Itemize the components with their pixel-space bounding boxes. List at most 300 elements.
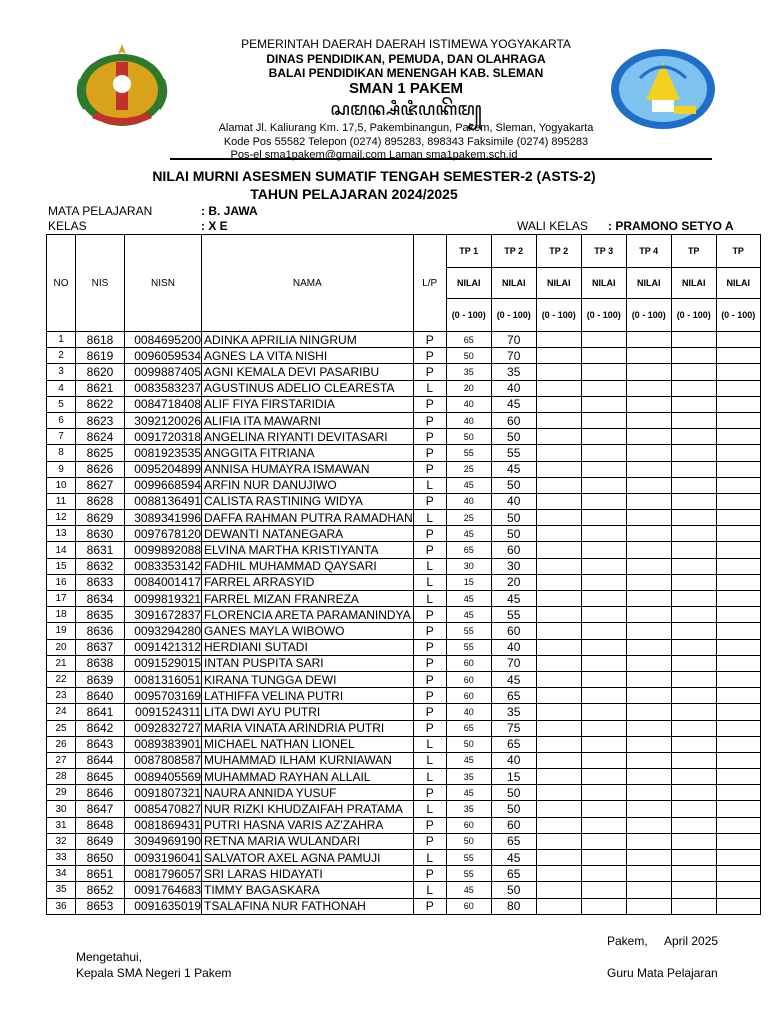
- cell-nis: 8642: [76, 720, 125, 736]
- cell-tp2: 20: [491, 574, 536, 590]
- cell-no: 31: [47, 817, 76, 833]
- table-row: [47, 736, 761, 752]
- cell-empty: [671, 574, 716, 590]
- cell-tp2: 45: [491, 671, 536, 687]
- cell-nisn: 0089405569: [125, 769, 202, 785]
- cell-empty: [671, 348, 716, 364]
- table-row: [47, 671, 761, 687]
- cell-nis: 8618: [76, 332, 125, 348]
- cell-empty: [536, 542, 581, 558]
- cell-empty: [581, 769, 626, 785]
- cell-nisn: 0091764683: [125, 882, 202, 898]
- cell-lp: L: [413, 801, 446, 817]
- footer-acknowledge: Mengetahui,: [76, 950, 143, 964]
- cell-empty: [671, 380, 716, 396]
- cell-empty: [626, 526, 671, 542]
- cell-empty: [671, 510, 716, 526]
- cell-tp2: 70: [491, 332, 536, 348]
- cell-empty: [626, 591, 671, 607]
- cell-empty: [581, 671, 626, 687]
- cell-empty: [536, 801, 581, 817]
- cell-lp: L: [413, 769, 446, 785]
- cell-nis: 8651: [76, 866, 125, 882]
- cell-empty: [581, 477, 626, 493]
- cell-lp: P: [413, 461, 446, 477]
- table-row: [47, 364, 761, 380]
- cell-tp2: 35: [491, 364, 536, 380]
- cell-lp: P: [413, 332, 446, 348]
- cell-tp2: 55: [491, 607, 536, 623]
- cell-nis: 8645: [76, 769, 125, 785]
- cell-empty: [536, 591, 581, 607]
- cell-empty: [671, 801, 716, 817]
- cell-nama: MICHAEL NATHAN LIONEL: [202, 736, 414, 752]
- school-address: Alamat Jl. Kaliurang Km. 17,5, Pakembinangun, Pakem, Sleman, Yogyakarta: [218, 122, 594, 134]
- cell-tp1: 40: [446, 704, 491, 720]
- cell-empty: [716, 866, 760, 882]
- cell-tp2: 70: [491, 655, 536, 671]
- cell-empty: [716, 688, 760, 704]
- cell-lp: P: [413, 704, 446, 720]
- cell-nama: SALVATOR AXEL AGNA PAMUJI: [202, 850, 414, 866]
- cell-empty: [536, 380, 581, 396]
- cell-empty: [671, 671, 716, 687]
- school-email: Pos-el sma1pakem@gmail.com Laman sma1pakem.sch.id: [230, 149, 518, 161]
- cell-tp2: 15: [491, 769, 536, 785]
- cell-empty: [626, 639, 671, 655]
- cell-tp2: 55: [491, 445, 536, 461]
- cell-nis: 8619: [76, 348, 125, 364]
- cell-nisn: 0091524311: [125, 704, 202, 720]
- cell-lp: P: [413, 898, 446, 914]
- footer-date: April 2025: [664, 934, 719, 948]
- cell-lp: P: [413, 607, 446, 623]
- header-nilai: NILAI: [671, 268, 716, 299]
- cell-empty: [536, 769, 581, 785]
- cell-no: 22: [47, 671, 76, 687]
- cell-no: 28: [47, 769, 76, 785]
- cell-nis: 8646: [76, 785, 125, 801]
- cell-lp: P: [413, 429, 446, 445]
- header-lp: L/P: [413, 235, 446, 332]
- cell-empty: [716, 655, 760, 671]
- cell-empty: [536, 785, 581, 801]
- cell-tp1: 40: [446, 493, 491, 509]
- table-row: [47, 542, 761, 558]
- cell-empty: [536, 655, 581, 671]
- cell-nisn: 0095703169: [125, 688, 202, 704]
- cell-tp1: 55: [446, 639, 491, 655]
- cell-no: 16: [47, 574, 76, 590]
- cell-nis: 8632: [76, 558, 125, 574]
- cell-empty: [626, 866, 671, 882]
- cell-nama: ANNISA HUMAYRA ISMAWAN: [202, 461, 414, 477]
- table-row: [47, 412, 761, 428]
- cell-empty: [671, 833, 716, 849]
- cell-tp2: 75: [491, 720, 536, 736]
- cell-nis: 8622: [76, 396, 125, 412]
- cell-empty: [536, 332, 581, 348]
- cell-tp2: 45: [491, 396, 536, 412]
- cell-nama: FADHIL MUHAMMAD QAYSARI: [202, 558, 414, 574]
- table-row: [47, 882, 761, 898]
- cell-empty: [581, 623, 626, 639]
- cell-empty: [671, 720, 716, 736]
- cell-nisn: 0081869431: [125, 817, 202, 833]
- cell-nis: 8639: [76, 671, 125, 687]
- cell-nisn: 0091635019: [125, 898, 202, 914]
- cell-empty: [536, 348, 581, 364]
- cell-nama: MUHAMMAD ILHAM KURNIAWAN: [202, 752, 414, 768]
- cell-empty: [536, 461, 581, 477]
- cell-empty: [671, 769, 716, 785]
- cell-tp2: 50: [491, 882, 536, 898]
- cell-no: 2: [47, 348, 76, 364]
- letterhead-gov: PEMERINTAH DAERAH DAERAH ISTIMEWA YOGYAKARTA: [241, 37, 571, 51]
- cell-lp: P: [413, 412, 446, 428]
- cell-nisn: 0084718408: [125, 396, 202, 412]
- cell-tp2: 80: [491, 898, 536, 914]
- cell-empty: [626, 461, 671, 477]
- cell-empty: [716, 704, 760, 720]
- cell-no: 12: [47, 510, 76, 526]
- cell-empty: [716, 332, 760, 348]
- cell-tp1: 55: [446, 850, 491, 866]
- cell-no: 21: [47, 655, 76, 671]
- cell-empty: [626, 574, 671, 590]
- cell-tp1: 60: [446, 817, 491, 833]
- cell-nisn: 0092832727: [125, 720, 202, 736]
- letterhead-divider: [170, 158, 712, 160]
- cell-lp: L: [413, 510, 446, 526]
- table-row: [47, 817, 761, 833]
- cell-nisn: 0099668594: [125, 477, 202, 493]
- cell-empty: [626, 332, 671, 348]
- cell-empty: [716, 429, 760, 445]
- cell-empty: [626, 445, 671, 461]
- homeroom-value: : PRAMONO SETYO A: [608, 219, 734, 233]
- cell-empty: [716, 364, 760, 380]
- cell-nisn: 3091672837: [125, 607, 202, 623]
- cell-empty: [536, 736, 581, 752]
- cell-empty: [626, 785, 671, 801]
- cell-empty: [671, 332, 716, 348]
- cell-empty: [536, 882, 581, 898]
- table-row: [47, 833, 761, 849]
- cell-empty: [626, 348, 671, 364]
- cell-lp: P: [413, 623, 446, 639]
- cell-empty: [536, 720, 581, 736]
- header-tp: TP 2: [536, 235, 581, 268]
- cell-no: 9: [47, 461, 76, 477]
- cell-empty: [716, 785, 760, 801]
- doc-title: NILAI MURNI ASESMEN SUMATIF TENGAH SEMESTER-2 (ASTS-2): [152, 168, 596, 184]
- cell-tp1: 60: [446, 898, 491, 914]
- cell-empty: [581, 526, 626, 542]
- cell-no: 25: [47, 720, 76, 736]
- cell-lp: L: [413, 477, 446, 493]
- cell-no: 8: [47, 445, 76, 461]
- subject-label: MATA PELAJARAN: [48, 204, 153, 218]
- homeroom-label: WALI KELAS: [517, 219, 588, 233]
- cell-nis: 8637: [76, 639, 125, 655]
- cell-tp2: 45: [491, 461, 536, 477]
- cell-empty: [581, 898, 626, 914]
- header-nilai: NILAI: [626, 268, 671, 299]
- cell-nis: 8621: [76, 380, 125, 396]
- cell-empty: [626, 704, 671, 720]
- cell-no: 20: [47, 639, 76, 655]
- cell-empty: [536, 688, 581, 704]
- cell-tp2: 40: [491, 752, 536, 768]
- cell-nama: ELVINA MARTHA KRISTIYANTA: [202, 542, 414, 558]
- cell-nis: 8631: [76, 542, 125, 558]
- cell-empty: [671, 623, 716, 639]
- cell-empty: [716, 736, 760, 752]
- table-row: [47, 785, 761, 801]
- header-nisn: NISN: [125, 235, 202, 332]
- cell-empty: [626, 736, 671, 752]
- header-nis: NIS: [76, 235, 125, 332]
- cell-lp: P: [413, 396, 446, 412]
- cell-tp2: 45: [491, 591, 536, 607]
- header-range: (0 - 100): [581, 299, 626, 332]
- cell-nisn: 3089341996: [125, 510, 202, 526]
- cell-empty: [581, 655, 626, 671]
- cell-empty: [671, 736, 716, 752]
- cell-no: 24: [47, 704, 76, 720]
- cell-no: 5: [47, 396, 76, 412]
- table-row: [47, 332, 761, 348]
- cell-nisn: 0091807321: [125, 785, 202, 801]
- cell-no: 1: [47, 332, 76, 348]
- cell-empty: [536, 866, 581, 882]
- cell-empty: [626, 769, 671, 785]
- cell-empty: [671, 639, 716, 655]
- cell-tp1: 50: [446, 736, 491, 752]
- cell-lp: P: [413, 655, 446, 671]
- table-row: [47, 461, 761, 477]
- table-row: [47, 607, 761, 623]
- cell-empty: [626, 607, 671, 623]
- cell-tp1: 55: [446, 445, 491, 461]
- cell-nama: ARFIN NUR DANUJIWO: [202, 477, 414, 493]
- header-range: (0 - 100): [536, 299, 581, 332]
- cell-nama: AGNES LA VITA NISHI: [202, 348, 414, 364]
- cell-nama: MUHAMMAD RAYHAN ALLAIL: [202, 769, 414, 785]
- cell-nama: NUR RIZKI KHUDZAIFAH PRATAMA: [202, 801, 414, 817]
- cell-tp2: 50: [491, 477, 536, 493]
- cell-no: 35: [47, 882, 76, 898]
- table-row: [47, 704, 761, 720]
- cell-nis: 8644: [76, 752, 125, 768]
- cell-empty: [536, 445, 581, 461]
- cell-empty: [626, 817, 671, 833]
- cell-no: 11: [47, 493, 76, 509]
- cell-nis: 8640: [76, 688, 125, 704]
- cell-nisn: 0089383901: [125, 736, 202, 752]
- cell-nisn: 0099892088: [125, 542, 202, 558]
- cell-empty: [536, 477, 581, 493]
- footer-place: Pakem,: [607, 934, 648, 948]
- table-row: [47, 720, 761, 736]
- cell-no: 3: [47, 364, 76, 380]
- cell-nama: SRI LARAS HIDAYATI: [202, 866, 414, 882]
- cell-no: 26: [47, 736, 76, 752]
- cell-empty: [671, 785, 716, 801]
- cell-no: 36: [47, 898, 76, 914]
- cell-nisn: 0085470827: [125, 801, 202, 817]
- cell-empty: [716, 412, 760, 428]
- cell-nisn: 0091529015: [125, 655, 202, 671]
- cell-no: 7: [47, 429, 76, 445]
- cell-tp1: 55: [446, 866, 491, 882]
- cell-no: 30: [47, 801, 76, 817]
- header-tp: TP: [716, 235, 760, 268]
- cell-lp: L: [413, 591, 446, 607]
- cell-empty: [581, 833, 626, 849]
- cell-empty: [536, 429, 581, 445]
- cell-empty: [536, 558, 581, 574]
- cell-nama: LITA DWI AYU PUTRI: [202, 704, 414, 720]
- cell-empty: [581, 817, 626, 833]
- table-row: [47, 866, 761, 882]
- cell-nisn: 0093294280: [125, 623, 202, 639]
- cell-empty: [716, 769, 760, 785]
- cell-tp1: 65: [446, 720, 491, 736]
- cell-nis: 8649: [76, 833, 125, 849]
- cell-empty: [716, 526, 760, 542]
- cell-empty: [536, 898, 581, 914]
- cell-nama: ADINKA APRILIA NINGRUM: [202, 332, 414, 348]
- cell-nama: AGNI KEMALA DEVI PASARIBU: [202, 364, 414, 380]
- cell-nis: 8643: [76, 736, 125, 752]
- cell-no: 13: [47, 526, 76, 542]
- cell-nisn: 0099887405: [125, 364, 202, 380]
- cell-nis: 8628: [76, 493, 125, 509]
- cell-no: 23: [47, 688, 76, 704]
- cell-nis: 8652: [76, 882, 125, 898]
- cell-nis: 8636: [76, 623, 125, 639]
- cell-nis: 8648: [76, 817, 125, 833]
- cell-lp: P: [413, 364, 446, 380]
- cell-lp: L: [413, 380, 446, 396]
- cell-tp1: 45: [446, 526, 491, 542]
- header-range: (0 - 100): [671, 299, 716, 332]
- cell-empty: [581, 704, 626, 720]
- cell-lp: L: [413, 558, 446, 574]
- cell-empty: [581, 396, 626, 412]
- table-row: [47, 445, 761, 461]
- cell-empty: [536, 607, 581, 623]
- header-nilai: NILAI: [491, 268, 536, 299]
- cell-tp2: 50: [491, 429, 536, 445]
- cell-empty: [536, 833, 581, 849]
- cell-nisn: 0083353142: [125, 558, 202, 574]
- cell-empty: [671, 866, 716, 882]
- school-name: SMAN 1 PAKEM: [349, 80, 463, 97]
- cell-tp1: 30: [446, 558, 491, 574]
- cell-nis: 8627: [76, 477, 125, 493]
- cell-nama: FARREL ARRASYID: [202, 574, 414, 590]
- cell-empty: [581, 688, 626, 704]
- cell-tp1: 35: [446, 769, 491, 785]
- cell-empty: [716, 591, 760, 607]
- cell-empty: [716, 817, 760, 833]
- cell-empty: [626, 429, 671, 445]
- cell-empty: [581, 412, 626, 428]
- cell-no: 18: [47, 607, 76, 623]
- cell-nisn: 0095204899: [125, 461, 202, 477]
- cell-empty: [581, 461, 626, 477]
- cell-empty: [671, 364, 716, 380]
- cell-tp2: 50: [491, 510, 536, 526]
- cell-tp1: 45: [446, 591, 491, 607]
- cell-no: 17: [47, 591, 76, 607]
- cell-empty: [716, 623, 760, 639]
- cell-tp2: 40: [491, 380, 536, 396]
- cell-empty: [581, 445, 626, 461]
- cell-nisn: 0081923535: [125, 445, 202, 461]
- cell-empty: [716, 898, 760, 914]
- table-row: [47, 558, 761, 574]
- cell-tp2: 40: [491, 639, 536, 655]
- cell-tp2: 60: [491, 542, 536, 558]
- cell-lp: P: [413, 445, 446, 461]
- cell-empty: [581, 639, 626, 655]
- cell-empty: [626, 671, 671, 687]
- cell-empty: [581, 607, 626, 623]
- cell-empty: [671, 461, 716, 477]
- cell-empty: [716, 348, 760, 364]
- cell-empty: [536, 412, 581, 428]
- header-nilai: NILAI: [581, 268, 626, 299]
- cell-empty: [626, 364, 671, 380]
- cell-tp1: 45: [446, 607, 491, 623]
- cell-empty: [536, 817, 581, 833]
- cell-empty: [581, 429, 626, 445]
- cell-empty: [716, 882, 760, 898]
- footer-teacher: Guru Mata Pelajaran: [607, 966, 718, 980]
- cell-empty: [671, 591, 716, 607]
- cell-nisn: 0091421312: [125, 639, 202, 655]
- cell-nisn: 3092120026: [125, 412, 202, 428]
- table-row: [47, 639, 761, 655]
- table-row: [47, 898, 761, 914]
- cell-nama: ANGELINA RIYANTI DEVITASARI: [202, 429, 414, 445]
- cell-empty: [581, 801, 626, 817]
- cell-empty: [671, 493, 716, 509]
- cell-tp2: 65: [491, 866, 536, 882]
- cell-empty: [536, 396, 581, 412]
- cell-nama: DEWANTI NATANEGARA: [202, 526, 414, 542]
- cell-empty: [536, 526, 581, 542]
- cell-nis: 8626: [76, 461, 125, 477]
- cell-empty: [671, 526, 716, 542]
- cell-nis: 8650: [76, 850, 125, 866]
- cell-lp: P: [413, 720, 446, 736]
- cell-empty: [716, 671, 760, 687]
- cell-nis: 8620: [76, 364, 125, 380]
- cell-tp2: 60: [491, 817, 536, 833]
- cell-empty: [626, 558, 671, 574]
- header-tp: TP 4: [626, 235, 671, 268]
- cell-nama: GANES MAYLA WIBOWO: [202, 623, 414, 639]
- table-row: [47, 591, 761, 607]
- cell-empty: [581, 542, 626, 558]
- table-row: [47, 526, 761, 542]
- table-row: [47, 477, 761, 493]
